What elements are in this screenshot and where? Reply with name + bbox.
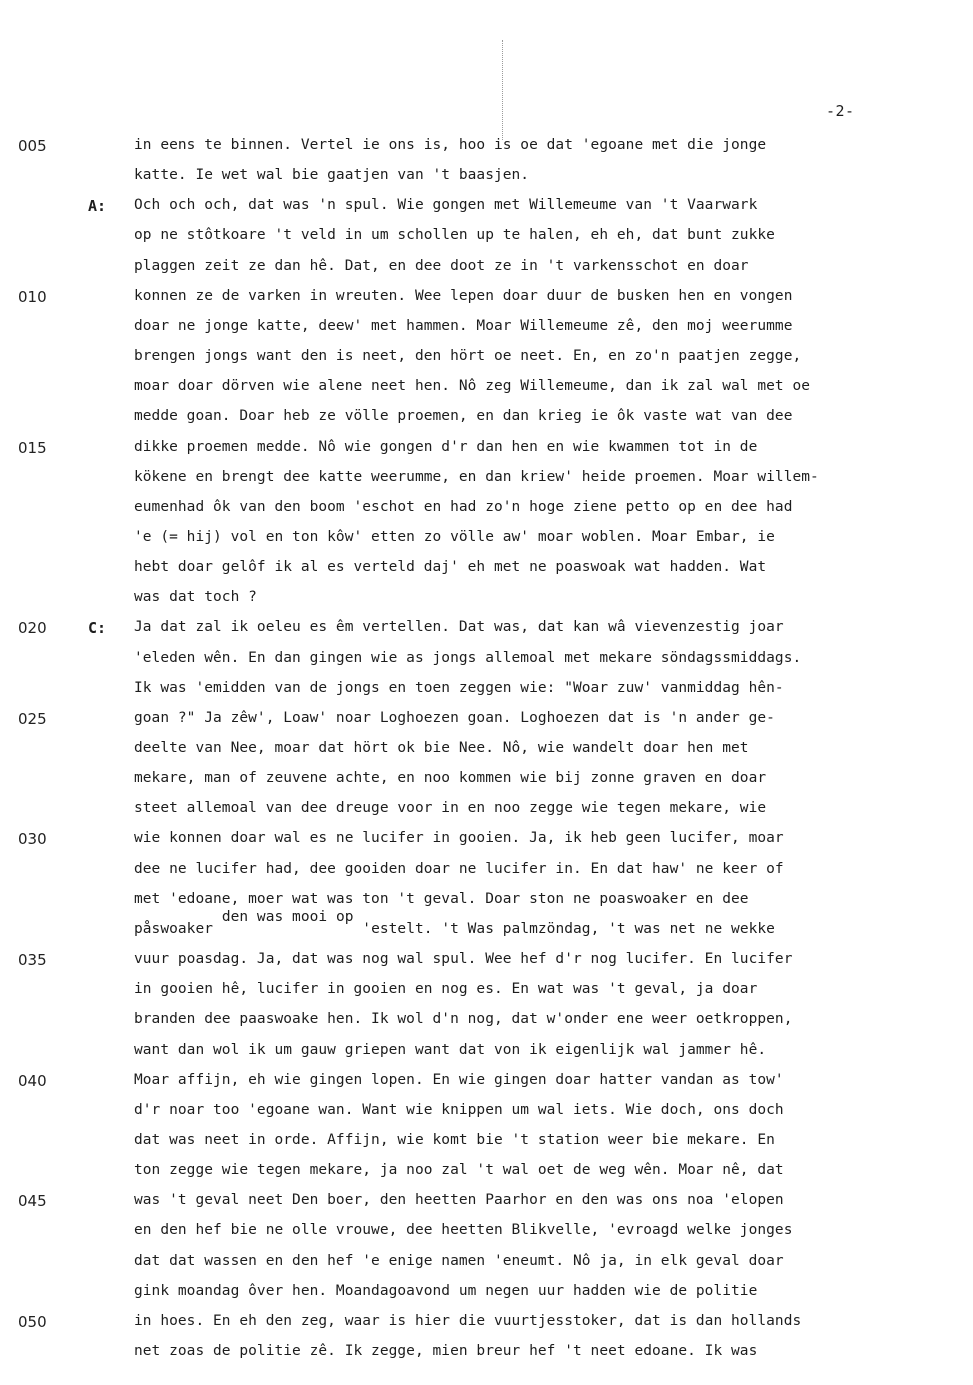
line-number: 005 [18, 137, 47, 155]
line-text: was dat toch ? [134, 589, 257, 606]
speaker-label: A: [88, 197, 107, 216]
line-text: dat dat wassen en den hef 'e enige namen 'eneumt. Nô ja, in elk geval doar [134, 1252, 784, 1269]
line-text: d'r noar too 'egoane wan. Want wie knippen um wal iets. Wie doch, ons doch [134, 1101, 784, 1118]
transcript-line [0, 318, 973, 348]
line-text: medde goan. Doar heb ze völle proemen, en dan krieg ie ôk vaste wat van dee [134, 408, 793, 425]
transcript-line [0, 1343, 973, 1373]
line-number: 040 [18, 1071, 47, 1090]
transcript-line [0, 710, 973, 740]
line-text: ton zegge wie tegen mekare, ja noo zal 't wal oet de weg wên. Moar nê, dat [134, 1162, 784, 1179]
line-text: brengen jongs want den is neet, den hört oe neet. En, en zo'n paatjen zegge, [134, 348, 802, 365]
transcript-line [0, 469, 973, 499]
transcript-line [0, 830, 973, 860]
line-text: plaggen zeit ze dan hê. Dat, en dee doot ze in 't varkensschot en doar [134, 257, 749, 274]
transcript-line [0, 1011, 973, 1041]
transcript-line [0, 800, 973, 830]
line-text: gink moandag ôver hen. Moandagoavond um negen uur hadden wie de politie [134, 1282, 758, 1299]
transcript-line [0, 861, 973, 891]
line-number: 045 [18, 1192, 47, 1211]
line-number: 025 [18, 709, 47, 728]
transcript-line [0, 1283, 973, 1313]
line-text: kökene en brengt dee katte weerumme, en dan kriew' heide proemen. Moar willem- [134, 468, 819, 485]
line-text: Ja dat zal ik oeleu es êm vertellen. Dat was, dat kan wâ vievenzestig joar [134, 619, 784, 636]
line-text-main: påswoaker [134, 920, 222, 937]
transcript-line [0, 1042, 973, 1072]
transcript-line [0, 1253, 973, 1283]
line-text: dee ne lucifer had, dee gooiden doar ne lucifer in. En dat haw' ne keer of [134, 860, 784, 877]
line-text: hebt doar gelôf ik al es verteld daj' eh met ne poaswoak wat hadden. Wat [134, 559, 767, 576]
line-text: op ne stôtkoare 't veld in um schollen up te halen, eh eh, dat bunt zukke [134, 227, 775, 244]
line-text: wie konnen doar wal es ne lucifer in gooien. Ja, ik heb geen lucifer, moar [134, 830, 784, 847]
transcript-line [0, 589, 973, 619]
transcript-line [0, 1102, 973, 1132]
transcript-line [0, 650, 973, 680]
line-text: 'eleden wên. En dan gingen wie as jongs allemoal met mekare söndagssmiddags. [134, 649, 802, 666]
line-number: 050 [18, 1312, 47, 1331]
transcript-line [0, 197, 973, 227]
page-number: -2- [826, 102, 855, 120]
line-text: dat was neet in orde. Affijn, wie komt bie 't station weer bie mekare. En [134, 1131, 775, 1148]
transcript-line [0, 1222, 973, 1252]
transcript-line [0, 288, 973, 318]
line-text: want dan wol ik um gauw griepen want dat von ik eigenlijk wal jammer hê. [134, 1041, 767, 1058]
transcript-line [0, 740, 973, 770]
line-text: en den hef bie ne olle vrouwe, dee heetten Blikvelle, 'evroagd welke jonges [134, 1222, 793, 1239]
transcript-line [0, 1192, 973, 1222]
line-text: vuur poasdag. Ja, dat was nog wal spul. Wee hef d'r nog lucifer. En lucifer [134, 951, 793, 968]
transcript-line [0, 348, 973, 378]
line-number: 020 [18, 619, 47, 638]
line-text: steet allemoal van dee dreuge voor in en noo zegge wie tegen mekare, wie [134, 800, 767, 817]
transcript-line [0, 1162, 973, 1192]
transcript-line [0, 951, 973, 981]
line-text: goan ?" Ja zêw', Loaw' noar Loghoezen goan. Loghoezen dat is 'n ander ge- [134, 709, 775, 726]
line-number: 035 [18, 951, 47, 970]
transcript-line [0, 891, 973, 921]
transcript-line [0, 1132, 973, 1162]
transcript-line [0, 559, 973, 589]
transcript-line [0, 439, 973, 469]
line-number: 030 [18, 830, 47, 849]
line-text: in eens te binnen. Vertel ie ons is, hoo is oe dat 'egoane met die jonge [134, 137, 767, 153]
line-text: Ik was 'emidden van de jongs en toen zeggen wie: "Woar zuw' vanmiddag hên- [134, 679, 784, 696]
transcript-line [0, 1072, 973, 1102]
transcript-line [0, 137, 973, 167]
transcript-line [0, 167, 973, 197]
line-text-insertion: den was mooi op [221, 908, 354, 925]
line-text: katte. Ie wet wal bie gaatjen van 't baasjen. [134, 167, 530, 184]
speaker-label: C: [88, 619, 107, 638]
transcript-line [0, 981, 973, 1011]
line-text: konnen ze de varken in wreuten. Wee lepen doar duur de busken hen en vongen [134, 287, 793, 304]
transcript-line [0, 378, 973, 408]
line-text: dikke proemen medde. Nô wie gongen d'r dan hen en wie kwammen tot in de [134, 438, 758, 455]
line-text: in hoes. En eh den zeg, waar is hier die vuurtjesstoker, dat is dan hollands [134, 1312, 802, 1329]
transcript-line [0, 408, 973, 438]
transcript-line [0, 227, 973, 257]
line-text: Moar affijn, eh wie gingen lopen. En wie gingen doar hatter vandan as tow' [134, 1071, 784, 1088]
line-text: moar doar dörven wie alene neet hen. Nô zeg Willemeume, dan ik zal wal met oe [134, 378, 811, 395]
line-text: met 'edoane, moer wat was ton 't geval. Doar ston ne poaswoaker en dee [134, 890, 749, 907]
line-text: mekare, man of zeuvene achte, en noo kommen wie bij zonne graven en doar [134, 770, 767, 787]
line-text: branden dee paaswoake hen. Ik wol d'n nog, dat w'onder ene weer oetkroppen, [134, 1011, 793, 1028]
line-text: in gooien hê, lucifer in gooien en nog es. En wat was 't geval, ja doar [134, 981, 758, 998]
line-text: deelte van Nee, moar dat hört ok bie Nee. Nô, wie wandelt doar hen met [134, 740, 749, 756]
line-text: eumenhad ôk van den boom 'eschot en had zo'n hoge ziene petto op en dee had [134, 498, 793, 515]
transcript-line [0, 770, 973, 800]
transcript-line [0, 619, 973, 649]
line-text-end: 'estelt. 't Was palmzöndag, 't was net ne wekke [353, 920, 775, 937]
transcript-line [0, 1313, 973, 1343]
line-text: was 't geval neet Den boer, den heetten Paarhor en den was ons noa 'elopen [134, 1192, 784, 1209]
transcript-line [0, 258, 973, 288]
line-text [134, 908, 959, 937]
line-number: 015 [18, 438, 47, 457]
margin-mark [502, 40, 503, 140]
transcript-line [0, 529, 973, 559]
line-text: Och och och, dat was 'n spul. Wie gongen met Willemeume van 't Vaarwark [134, 197, 758, 214]
line-text: 'e (= hij) vol en ton kôw' etten zo völle aw' moar woblen. Moar Embar, ie [134, 528, 775, 545]
line-number: 010 [18, 287, 47, 306]
line-text: doar ne jonge katte, deew' met hammen. Moar Willemeume zê, den moj weerumme [134, 317, 793, 334]
line-text: net zoas de politie zê. Ik zegge, mien breur hef 't neet edoane. Ik was [134, 1343, 758, 1359]
transcript-line [0, 680, 973, 710]
transcript-line [0, 499, 973, 529]
transcript-line [0, 908, 973, 951]
